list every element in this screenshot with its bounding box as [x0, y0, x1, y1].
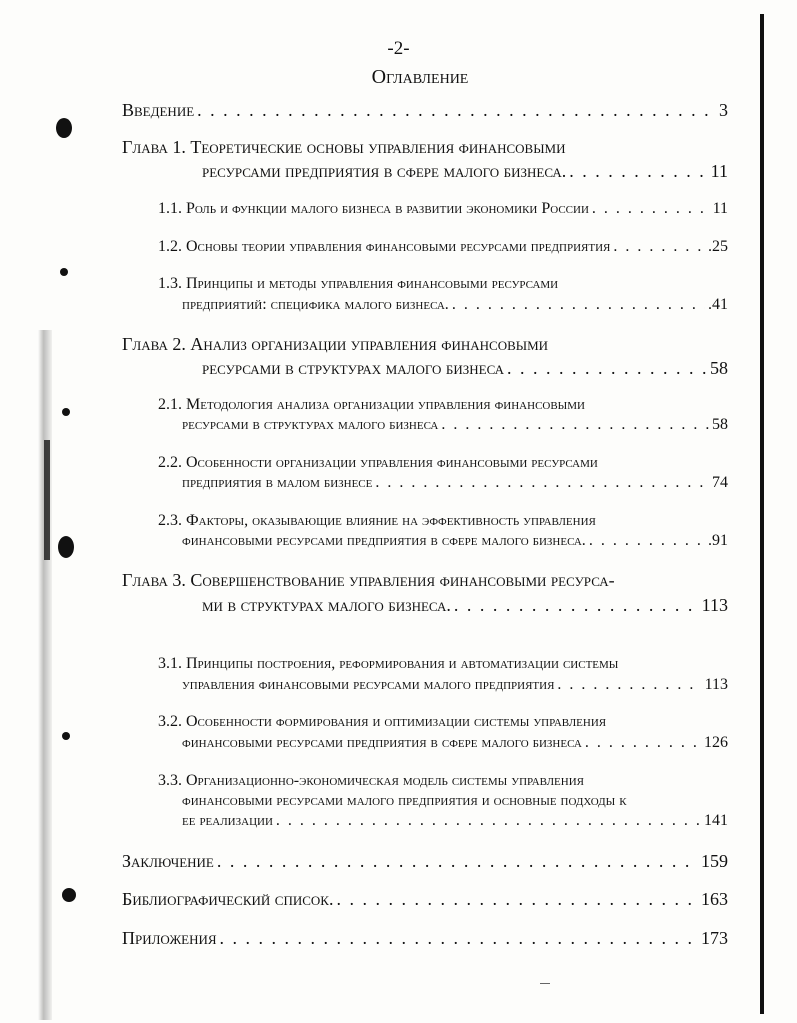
scan-edge-mark: [44, 440, 50, 560]
toc-entry-title: ресурсами в структурах малого бизнеса: [182, 416, 439, 433]
punch-hole-mark: [56, 118, 72, 138]
toc-entry-conclusion: [122, 851, 728, 872]
toc-section-1-3: [158, 275, 558, 293]
toc-entry-title: 2.1. Методология анализа организации управления финансовыми: [158, 396, 586, 413]
toc-chapter-1: [122, 137, 566, 158]
toc-section-1-1: [158, 200, 728, 218]
scan-right-border: [760, 14, 764, 1014]
toc-page-number: 3: [719, 100, 728, 120]
toc-section-2-1-cont: [182, 416, 728, 434]
punch-hole-mark: [62, 732, 70, 740]
toc-entry-title: ресурсами в структурах малого бизнеса: [202, 358, 505, 378]
toc-entry-bibliography: [122, 889, 728, 910]
toc-section-3-3: [158, 772, 584, 790]
toc-page-number: 11: [710, 161, 728, 181]
toc-entry-title: 2.2. Особенности организации управления финансовыми ресурсами: [158, 454, 598, 471]
toc-section-2-1: [158, 396, 585, 414]
toc-leader: [336, 889, 698, 910]
toc-chapter-2: [122, 334, 548, 355]
toc-entry-title: 3.2. Особенности формирования и оптимизации системы управления: [158, 713, 607, 730]
toc-section-2-3-cont: [182, 532, 728, 550]
toc-entry-intro: [122, 100, 728, 121]
toc-entry-title: Заключение: [122, 851, 214, 871]
toc-page-number: .25: [708, 238, 728, 255]
toc-section-2-2-cont: [182, 474, 728, 492]
toc-page-number: .41: [708, 296, 728, 313]
toc-entry-title: предприятий: специфика малого бизнеса.: [182, 296, 449, 313]
toc-entry-title: ресурсами предприятия в сфере малого бизнеса.: [202, 161, 567, 181]
toc-entry-title: 1.1. Роль и функции малого бизнеса в развитии экономики России: [158, 200, 589, 217]
toc-section-3-1-cont: [182, 676, 728, 694]
toc-page-number: 126: [704, 734, 728, 751]
toc-leader: [585, 734, 701, 752]
toc-page-number: 113: [701, 595, 728, 615]
toc-chapter-2-cont: [202, 358, 728, 379]
toc-leader: [613, 238, 705, 256]
toc-entry-title: ми в структурах малого бизнеса.: [202, 595, 451, 615]
toc-entry-title: 1.3. Принципы и методы управления финансовыми ресурсами: [158, 275, 559, 292]
toc-page-number: 159: [701, 851, 728, 871]
page-number: -2-: [387, 38, 410, 59]
toc-leader: [220, 928, 698, 949]
punch-hole-mark: [60, 268, 68, 276]
toc-chapter-3: [122, 570, 615, 591]
toc-page-number: 58: [710, 358, 728, 378]
toc-chapter-1-cont: [202, 161, 728, 182]
toc-page-number: 173: [701, 928, 728, 948]
toc-entry-title: Глава 3. Совершенствование управления финансовыми ресурса-: [122, 570, 615, 590]
scan-speck: [540, 983, 550, 984]
toc-entry-title: финансовыми ресурсами малого предприятия и основные подходы к: [182, 792, 627, 809]
toc-section-2-3: [158, 512, 596, 530]
toc-section-3-1: [158, 655, 618, 673]
toc-entry-title: финансовыми ресурсами предприятия в сфере малого бизнеса: [182, 734, 582, 751]
toc-chapter-3-cont: [202, 595, 728, 616]
toc-section-3-3-cont2: [182, 812, 728, 830]
toc-leader: [589, 532, 705, 550]
toc-leader: [197, 100, 716, 121]
toc-page-number: 58: [712, 416, 728, 433]
toc-section-3-2: [158, 713, 606, 731]
toc-entry-title: Библиографический список.: [122, 889, 334, 909]
toc-page-number: 141: [704, 812, 728, 829]
punch-hole-mark: [62, 888, 76, 902]
toc-entry-title: ее реализации: [182, 812, 273, 829]
toc-entry-title: предприятия в малом бизнесе: [182, 474, 373, 491]
toc-entry-title: 3.3. Организационно-экономическая модель системы управления: [158, 772, 584, 789]
toc-entry-title: Глава 1. Теоретические основы управления финансовыми: [122, 137, 566, 157]
toc-leader: [592, 200, 710, 218]
toc-page-number: .91: [708, 532, 728, 549]
toc-page-number: 74: [712, 474, 728, 491]
toc-section-1-2: [158, 238, 728, 256]
toc-entry-title: 1.2. Основы теории управления финансовыми ресурсами предприятия: [158, 238, 611, 255]
toc-entry-appendices: [122, 928, 728, 949]
toc-leader: [276, 812, 701, 830]
toc-section-3-3-cont: [182, 792, 627, 810]
page-title: Оглавление: [371, 66, 469, 88]
toc-entry-title: Введение: [122, 100, 195, 120]
toc-entry-title: финансовыми ресурсами предприятия в сфере малого бизнеса.: [182, 532, 586, 549]
toc-entry-title: Приложения: [122, 928, 217, 948]
toc-page-number: 113: [704, 676, 728, 693]
toc-leader: [217, 851, 698, 872]
toc-leader: [441, 416, 709, 434]
toc-section-1-3-cont: [182, 296, 728, 314]
toc-entry-title: Глава 2. Анализ организации управления финансовыми: [122, 334, 549, 354]
punch-hole-mark: [62, 408, 70, 416]
toc-section-3-2-cont: [182, 734, 728, 752]
toc-entry-title: управления финансовыми ресурсами малого предприятия: [182, 676, 555, 693]
toc-leader: [569, 161, 707, 182]
toc-entry-title: 2.3. Факторы, оказывающие влияние на эффективность управления: [158, 512, 596, 529]
toc-leader: [375, 474, 709, 492]
toc-entry-title: 3.1. Принципы построения, реформирования и автоматизации системы: [158, 655, 619, 672]
toc-leader: [507, 358, 707, 379]
punch-hole-mark: [58, 536, 74, 558]
toc-page-number: 163: [701, 889, 728, 909]
toc-page-number: 11: [712, 200, 728, 217]
toc-leader: [557, 676, 701, 694]
toc-section-2-2: [158, 454, 598, 472]
toc-leader: [454, 595, 699, 616]
scan-edge-shadow: [38, 330, 52, 1020]
toc-leader: [452, 296, 705, 314]
